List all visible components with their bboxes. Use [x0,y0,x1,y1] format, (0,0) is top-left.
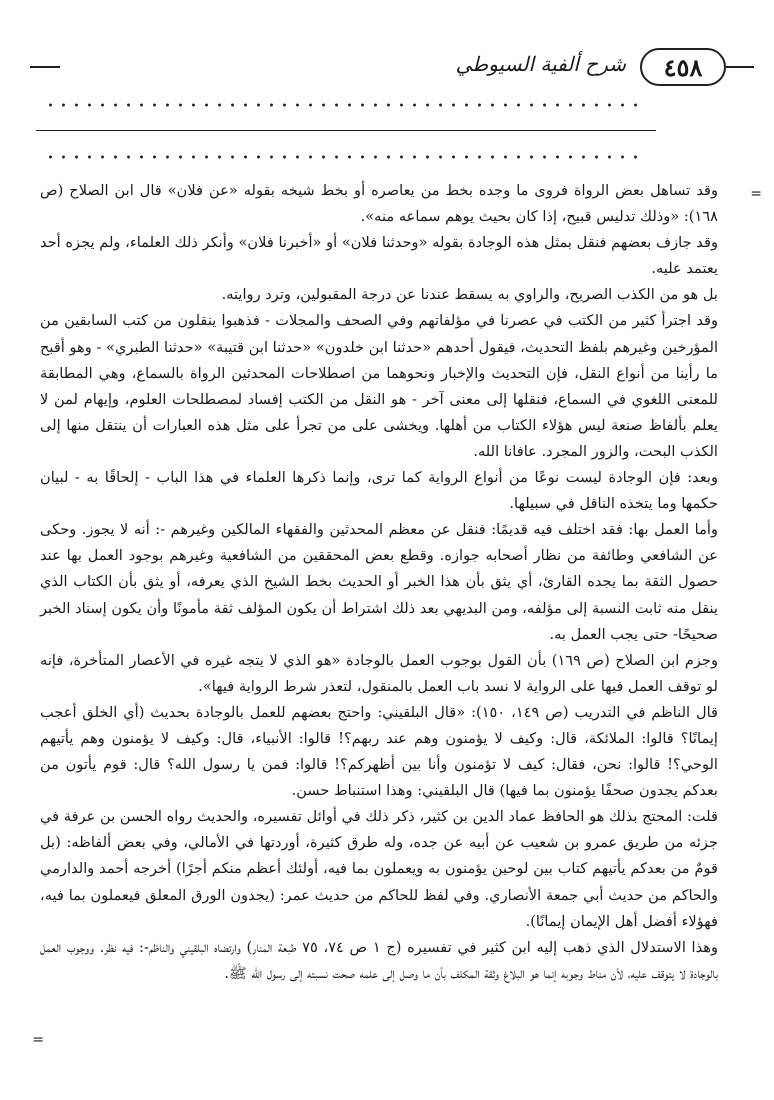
header-rule-left [30,66,60,68]
paragraph: قال الناظم في التدريب (ص ١٤٩، ١٥٠): «قال البلقيني: واحتج بعضهم للعمل بالوجادة بحديث (أي الخلق أعجب إيمانًا؟ قالوا: الملائكة، قال: وكيف لا يؤمنون وهم عند ربهم؟! قالوا: الأنبياء، قال: وكيف لا يؤمنون وهم يأتيهم الوحي؟! قالوا: نحن، فقال: كيف لا تؤمنون وأنا بين أظهركم؟! قالوا: فمن يا رسول الله؟ قال: قوم يأتون من بعدكم يجدون صحفًا يؤمنون بما فيها) قال البلقيني: وهذا استنباط حسن. [40,703,718,800]
paragraph: وهذا الاستدلال الذي ذهب إليه ابن كثير في تفسيره (ج ١ ص ٧٤، ٧٥ طبعة المنار) وارتضاه البلقيني والناظم-: فيه نظر. ووجوب العمل بالوجادة لا يتوقف عليه، لأن مناط وجوبه إنما هو البلاغ وثقة المكلف بأن ما وصل إلى علمه صحت نسبته إلى رسول الله ﷺ. [40,938,719,982]
footer-marker: = [32,1032,44,1048]
paragraph: وبعد: فإن الوجادة ليست نوعًا من أنواع الرواية كما ترى، وإنما ذكرها العلماء في هذا الباب - إلحاقًا به - لبيان حكمها وما يتخذه الناقل في سبيلها. [40,469,718,513]
running-title: شرح ألفية السيوطي [455,52,626,76]
paragraph: وأما العمل بها: فقد اختلف فيه قديمًا: فنقل عن معظم المحدثين والفقهاء المالكين وغيرهم -: أنه لا يجوز. وحكى عن الشافعي وطائفة من نظار أصحابه جوازه. وقطع بعض المحققين من الشافعية وغيرهم بوجود العمل بها عند حصول الثقة بما يجده القارئ، أي يثق بأن هذا الخبر أو الحديث بخط الشيخ الذي يعرفه، أو يثق بأن الكتاب الذي ينقل منه ثابت النسبة إلى مؤلفه، ومن البديهي بعد ذلك اشتراط أن يكون المؤلف ثقة مأمونًا وأن يكون إسناد الخبر صحيحًا- حتى يجب العمل به. [40,521,718,643]
page-number: ٤٥٨ [640,48,726,86]
horizontal-rule [36,130,656,131]
paragraph: وقد جازف بعضهم فنقل بمثل هذه الوجادة بقوله «وحدثنا فلان» أو «أخبرنا فلان» وأنكر ذلك العلماء، ولم يجزه أحد يعتمد عليه. [40,234,718,278]
dotted-divider-bottom [44,152,644,162]
dotted-divider-top [44,100,644,110]
paragraph: وجزم ابن الصلاح (ص ١٦٩) بأن القول بوجوب العمل بالوجادة «هو الذي لا يتجه غيره في الأعصار المتأخرة، فإنه لو توقف العمل فيها على الرواية لا نسد باب العمل بالمنقول، لتعذر شرط الرواية فيها». [40,651,718,695]
paragraph: بل هو من الكذب الصريح، والراوي به يسقط عندنا عن درجة المقبولين، وترد روايته. [221,286,718,304]
paragraph: قلت: المحتج بذلك هو الحافظ عماد الدين بن كثير، ذكر ذلك في أوائل تفسيره، والحديث رواه الحسن بن عرفة في جزئه من طريق عمرو بن شعيب عن أبيه عن جده، وله طرق كثيرة، أوردتها في الأمالي، وفي بعض ألفاظه: (بل قومٌ من بعدكم يأتيهم كتاب بين لوحين يؤمنون به ويعملون بما فيه، أولئك أعظم منكم أجرًا) أخرجه أحمد والدارمي والحاكم من حديث أبي جمعة الأنصاري. وفي لفظ للحاكم من حديث عمر: (يجدون الورق المعلق فيعملون بما فيه، فهؤلاء أفضل أهل الإيمان إيمانًا). [40,808,718,930]
paragraph: وقد تساهل بعض الرواة فروى ما وجده بخط من يعاصره أو بخط شيخه بقوله «عن فلان» قال ابن الصلاح (ص ١٦٨): «وذلك تدليس قبيح، إذا كان بحيث يوهم سماعه منه». [40,182,718,226]
page-header [20,42,754,90]
continuation-marker: = [750,186,762,202]
header-rule-right [726,66,754,68]
main-text [40,178,718,987]
paragraph: وقد اجترأ كثير من الكتب في عصرنا في مؤلفاتهم وفي الصحف والمجلات - فذهبوا ينقلون من كتب السابقين من المؤرخين وغيرهم بلفظ التحديث، فيقول أحدهم «حدثنا ابن خلدون» «حدثنا ابن قتيبة» «حدثنا الطبري» - وهو أقبح ما رأينا من أنواع النقل، فإن التحديث والإخبار ونحوهما من اصطلاحات المحدثين الرواة بالسماع، وهي المطابقة للمعنى اللغوي في السماع، فنقلها إلى معنى آخر - هو النقل من الكتب إفساد لمصطلحات العلوم، وإيهام لمن لا يعلم بألفاظ صنعة ليس هؤلاء الكتاب من أهلها. ويخشى على من تجرأ على مثل هذه العبارات أن ينتقل منها إلى الكذب البحت، والزور المجرد. عافانا الله. [40,312,718,460]
